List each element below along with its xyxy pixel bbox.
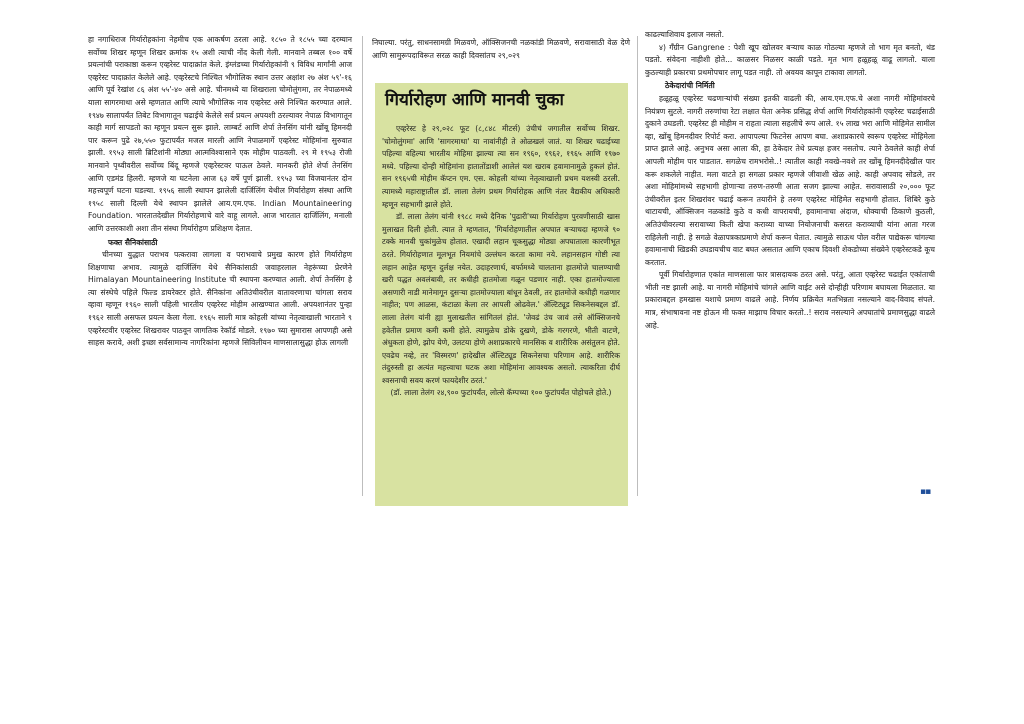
paragraph: ४) गँग्रीन Gangrene : पेशी खूप खोलवर बऱ्याच काळ गोठल्या म्हणजे तो भाग मृत बनतो, थंड पडतो. संवेदना नाहीशी होते... काळसर निळसर काळी पडते. मृत भाग हळूहळू वाढू लागतो. याला कुठल्याही प्रकारचा प्रथमोपचार लागू पडत नाही. तो अवयव कापून टाकावा लागतो. (645, 42, 935, 77)
column-divider (362, 36, 363, 496)
sidebar-body (382, 123, 620, 400)
paragraph: निघाल्या. परंतु, साधनसामग्री मिळवणे, ऑक्सिजनची नळकांडी मिळवणे, सरावासाठी वेळ देणे आणि सामुरूपदाविरूत सरळ काही दिवसांतच २९,०२९ (372, 38, 630, 60)
sidebar-signature: (डॉ. लाला तेलंग २४,९०० फुटांपर्यंत, लोत्से कॅम्पच्या १०० फुटांपर्यंत पोहोचले होते.) (390, 388, 612, 398)
subheading: ठेकेदारांची निर्मिती (665, 81, 715, 91)
article-column-right (645, 29, 935, 332)
paragraph: चीनच्या युद्धात पराभव पत्करावा लागला व पराभवाचे प्रमुख कारण होते गिर्यारोहण शिक्षणाचा अभाव. त्यामुळे दार्जिलिंग येथे सैनिकांसाठी जवाहरलाल नेहरूंच्या प्रेरणेने Himalayan Mountaineering Institute ची स्थापना करण्यात आली. शेर्पा तेनसिंग हे त्या संस्थेचे पहिले फिल्ड डायरेक्टर होते. सैनिकांना अतिउंचीवरील वातावरणाचा चांगला सराव व्हावा म्हणून १९६० साली पहिली भारतीय एव्हरेस्ट मोहीम आखण्यात आली. अपयशानंतर पुन्हा १९६२ साली असफल प्रयत्न केला गेला. १९६५ साली मात्र कोहली यांच्या नेतृत्वाखाली भारताने ९ एव्हरेस्टवीर एव्हरेस्ट शिखरावर पाठवून जागतिक रेकॉर्ड मोडले. १९७० च्या सुमारास आपणही असे साहस करावे, अशी इच्छा सर्वसामान्य नागरिकांना म्हणजे सिविलीयन माणसालासुद्धा होऊ लागली (88, 250, 352, 348)
paragraph: एव्हरेस्ट हे २९,०२८ फूट (८,८४८ मीटर्स) उंचीचं जगातील सर्वोच्च शिखर. 'चोमोलुंगमा' आणि 'सागरमाथा' या नावांनीही ते ओळखलं जातं. या शिखर चढाईच्या पहिल्या वहिल्या भारतीय मोहिमा झाल्या त्या सन १९६०, १९६२, १९६५ आणि १९७० मध्ये. पहिल्या दोन्ही मोहिमांना हातातोंडाशी आलेलं यश खराब हवामानामुळे हुकलं होतं. सन १९६५ची मोहीम कॅप्टन एम. एस. कोहली यांच्या नेतृत्वाखाली प्रथम यशस्वी ठरली. त्यामध्ये महाराष्ट्रातील डॉ. लाला तेलंग प्रथम गिर्यारोहक आणि नंतर वैद्यकीय अधिकारी म्हणून सहभागी झाले होते. (382, 124, 620, 209)
paragraph: डॉ. लाला तेलंग यांनी १९८८ मध्ये दैनिक 'पुढारी'च्या गिर्यारोहण पुरवणीसाठी खास मुलाखत दिली होती. त्यात ते म्हणतात, 'गिर्यारोहणातील अपघात बऱ्याचदा म्हणजे ९० टक्के मानवी चुकांमुळेच होतात. एखादी लहान चूकसुद्धा मोठ्या अपघाताला कारणीभूत ठरते. गिर्यारोहणात मूलभूत नियमांचे उल्लंघन करता कामा नये. लहानसहान गोष्टी त्या लहान आहेत म्हणून दुर्लक्ष नयेत. उदाहरणार्थ, बर्फामध्ये चालताना हातमोजे चालण्याची खरी पद्धत अवलंबावी, तर कधीही हातमोजा गळून पडणार नाही. एका हातमोज्याला असणारी नाडी मानेमागून दुसऱ्या हातमोज्याला बांधून ठेवली, तर हातमोजे कधीही गळणार नाहीत; पण आळस, कंटाळा केला तर आपली ओढवेल.' ॲल्टिट्यूड सिकनेसबद्दल डॉ. लाला तेलंग यांनी ह्या मुलाखतीत सांगितलं होतं. 'जेवढं उंच जावं तसे ऑक्सिजनचे हवेतील प्रमाण कमी कमी होते. त्यामुळेच डोके दुखणे, डोके गरगरणे, भीती वाटणे, अंधुकता होणे, झोप येणे, उलटया होणे अशाप्रकारचे मानसिक व शारीरिक असंतुलन होते. एवढेच नव्हे, तर 'विस्मरण' हादेखील ॲल्टिट्यूड सिकनेसचा परिणाम आहे. शारीरिक तंदुरुस्ती हा अत्यंत महत्त्वाचा घटक अशा मोहिमांना आवश्यक असतो. त्याकरिता दीर्घ श्वसनाची सवय करणं फायदेशीर ठरतं.' (382, 212, 620, 385)
subheading: फक्त सैनिकांसाठी (108, 237, 158, 247)
paragraph: पूर्वी गिर्यारोहणात एकांत माणसाला फार त्रासदायक ठरत असे. परंतु, आता एव्हरेस्ट चढाईत एकांताची भीती नष्ट झाली आहे. या नागरी मोहिमांचे चांगले आणि वाईट असे दोन्हीही परिणाम बघायला मिळतात. या प्रकाराबद्दल हमखास यशाचे प्रमाण वाढले आहे. निर्णय प्रक्रियेत मतभिन्नता नसल्याने वाद-विवाद संपले. मात्र, संभाषावना नष्ट होऊन मी फक्त माझाच विचार करतो..! सराव नसल्याने अपघातांचे प्रमाणसुद्धा वाढले आहे. (645, 270, 935, 330)
article-column-middle (372, 37, 630, 62)
paragraph: हळूहळू एव्हरेस्ट चढणाऱ्यांची संख्या इतकी वाढली की, आय.एम.एफ.चे अशा नागरी मोहिमांवरचे नियंत्रण सुटले. नागरी तरुणांचा रेटा लक्षात घेता अनेक प्रसिद्ध शेर्पा आणि गिर्यारोहकांनी एव्हरेस्ट चढाईसाठी दुकाने उघडली. एव्हरेस्ट ही मोहीम न राहता त्याला सहलीचे रूप आले. १५ लाख भरा आणि मोहिमेत सामील व्हा, खोंबू हिमनदीवर रिपोर्ट करा. आपापल्या फिटनेस आपण बघा. अशाप्रकारचे स्वरूप एव्हरेस्ट मोहिमेला प्राप्त झाले आहे. अनुभव असा आला की, हा ठेकेदार तेथे प्रत्यक्ष हजर नसतोच. त्याने ठेवलेले काही शेर्पा आपली मोहीम पार पाडतात. सगळेच रामभरोसे..! त्यातील काही नवखे-नवशे तर खोंबू हिमनदीदेखील पार करू शकलेले नाहीत. मला वाटते हा सगळा प्रकार म्हणजे जीवाशी खेळ आहे. काही अपवाद सोडले, तर अशा मोहिमांमध्ये सहभागी होणाऱ्या तरुण-तरुणी आता सजग झाल्या आहेत. सरावासाठी २०,००० फूट उंचीवरील इतर शिखरांवर चढाई करून तयारीने हे तरुण एव्हरेस्ट मोहिमेत सहभागी होतात. शिबिरे कुठे थाटायची, ऑक्सिजन नळकांडे कुठे व कधी वापरायची, हवामानाचा अंदाज, धोक्याची ठिकाणे कुठली, अतिउंचीवरल्या सरावाच्या किती खेपा कराव्या याच्या नियोजनाची कसरत कराव्याची यांना आता गरज राहिलेली नाही. हे सगळे वेळापत्रकाप्रमाणे शेर्पा करून घेतात. त्यामुळे साऊथ पोल वरील पाद्येकरू चांगल्या हवामानाची खिडकी उघडायचीच वाट बघत असतात आणि एकाच दिवशी शेकडोच्या संख्येने एव्हरेस्टकडे कूच करतात. (645, 93, 935, 267)
paragraph: हा नगाधिराज गिर्यारोहकांना नेहमीच एक आकर्षण ठरला आहे. १८५० ते १८५५ च्या दरम्यान सर्वोच्च शिखर म्हणून शिखर क्रमांक १५ अशी त्याची नोंद केली गेली. मानवाने तब्बल १०० वर्षे प्रयत्नांची पराकाष्ठा करून एव्हरेस्ट पादाक्रांत केले. इंग्लंडच्या गिर्यारोहकांनी ९ विविध मार्गांनी आज एव्हरेस्ट पादाक्रांत केलेले आहे. एव्हरेस्टचे निश्चित भौगोलिक स्थान उत्तर अक्षांश २७ अंश ५९'-१६ आणि पूर्व रेखांश ८६ अंश ५५'-४० असे आहे. चीनमध्ये या शिखराला चोमोलुंगमा, तर नेपाळमध्ये याला सागरमाथा असे म्हणतात आणि त्याचे भौगोलिक नाव एव्हरेस्ट असे निश्चित करण्यात आले. १९४७ सालापर्यंत तिबेट विभागातून चढाईचे केलेले सर्व प्रयत्न अपयशी ठरल्यावर नेपाळ विभागातून काही मार्ग सापडतो का म्हणून प्रयत्न सुरू झाले. लाम्बर्ट आणि शेर्पा तेनसिंग यांनी खोंबू हिमनदी पार करून पुढे २७,५५० फुटापर्यंत मजल मारली आणि नेपाळमार्गे एव्हरेस्ट मोहिमांना सुरुवात झाली. १९५३ साली ब्रिटिशांनी मोठ्या आत्मविश्वासाने एक मोहीम पाठवली. २९ मे १९५३ रोजी मानवाने पृथ्वीवरील सर्वोच्च बिंदू म्हणजे एव्हरेस्टवर पाऊल ठेवले. मानकरी होते शेर्पा तेनसिंग आणि एडमंड हिलरी. म्हणजे या घटनेला आज ६३ वर्षे पूर्ण झाली. १९५३ च्या विजयानंतर दोन महत्त्वपूर्ण घटना घडल्या. १९५६ साली स्थापन झालेली दार्जिलिंग येथील गिर्यारोहण संस्था आणि १९५८ साली दिल्ली येथे स्थापन झालेले आय.एम.एफ. Indian Mountaineering Foundation. भारतातदेखील गिर्यारोहणाचे वारे वाहू लागले. आज भारतात दार्जिलिंग, मनाली आणि उत्तरकाशी अशा तीन संस्था गिर्यारोहण प्रशिक्षण देतात. (88, 35, 352, 233)
end-of-article-mark: ▪▪ (920, 487, 931, 497)
sidebar-box (375, 83, 628, 506)
paragraph: काढल्याशिवाय इलाज नसतो. (645, 30, 725, 39)
sidebar-title: गिर्यारोहण आणि मानवी चुका (385, 90, 564, 110)
article-column-left (88, 34, 352, 350)
column-divider (637, 36, 638, 496)
